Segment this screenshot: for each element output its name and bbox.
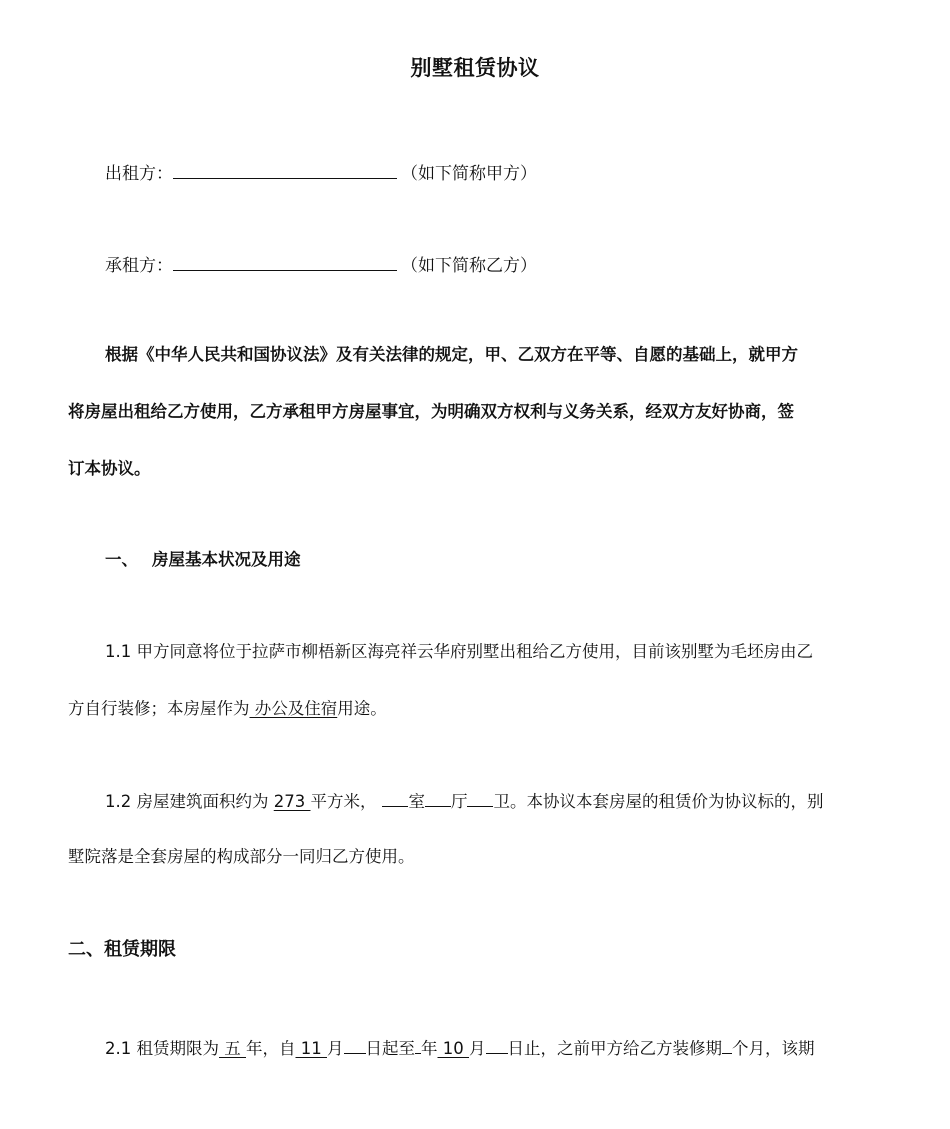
section1-number: 一、 bbox=[105, 550, 138, 569]
hall-label: 厅 bbox=[450, 792, 468, 811]
preamble-line-3: 订本协议。 bbox=[68, 459, 151, 478]
clause-1-2-end: 。本协议本套房屋的租赁价为协议标的，别 bbox=[509, 792, 824, 811]
clause-1-2-line-2: 墅院落是全套房屋的构成部分一同归乙方使用。 bbox=[68, 847, 415, 866]
lessee-blank bbox=[173, 252, 397, 271]
area-value: 273 bbox=[273, 792, 311, 811]
document-title: 别墅租赁协议 bbox=[410, 56, 540, 80]
clause-1-1-line-1: 1.1 甲方同意将位于拉萨市柳梧新区海亮祥云华府别墅出租给乙方使用，目前该别墅为毛坯房由乙 bbox=[105, 642, 813, 661]
section2-heading: 二、租赁期限 bbox=[68, 939, 176, 960]
clause-2-1-text: 2.1 租赁期限为 bbox=[105, 1039, 219, 1058]
room-label: 室 bbox=[408, 792, 425, 811]
bath-label: 卫 bbox=[493, 792, 510, 811]
renovation-end: 个月，该期 bbox=[732, 1039, 815, 1058]
clause-2-1-line-1 bbox=[105, 1035, 815, 1061]
end-year-label: 年 bbox=[421, 1039, 438, 1058]
lessor-blank bbox=[173, 160, 397, 179]
clause-1-1-line-2 bbox=[68, 697, 387, 721]
lease-to-label: 日起至 bbox=[365, 1039, 415, 1058]
lessee-suffix: （如下简称乙方） bbox=[401, 256, 537, 276]
lessee-line bbox=[105, 252, 537, 278]
lessor-suffix: （如下简称甲方） bbox=[401, 164, 537, 184]
section1-title: 房屋基本状况及用途 bbox=[152, 550, 301, 569]
start-month-value: 11 bbox=[295, 1039, 327, 1058]
lease-years-value: 五 bbox=[219, 1039, 246, 1058]
start-day-blank bbox=[344, 1035, 366, 1054]
end-month-label: 月 bbox=[469, 1039, 486, 1058]
lessor-label: 出租方： bbox=[105, 164, 173, 184]
end-month-value: 10 bbox=[437, 1039, 469, 1058]
section1-heading bbox=[105, 548, 301, 572]
preamble-line-1: 根据《中华人民共和国协议法》及有关法律的规定，甲、乙双方在平等、自愿的基础上，就甲方 bbox=[105, 345, 798, 364]
start-month-label: 月 bbox=[327, 1039, 344, 1058]
renovation-text: 日止，之前甲方给乙方装修期 bbox=[507, 1039, 722, 1058]
clause-1-1-end: 用途。 bbox=[337, 699, 387, 718]
clause-1-1-text: 方自行装修；本房屋作为 bbox=[68, 699, 250, 718]
room-blank bbox=[382, 788, 408, 807]
area-unit: 平方米， bbox=[310, 792, 377, 811]
end-day-blank bbox=[486, 1035, 508, 1054]
preamble-line-2: 将房屋出租给乙方使用，乙方承租甲方房屋事宜，为明确双方权利与义务关系，经双方友好协商，签 bbox=[68, 402, 794, 421]
bath-blank bbox=[467, 788, 493, 807]
hall-blank bbox=[425, 788, 451, 807]
lessee-label: 承租方： bbox=[105, 256, 173, 276]
clause-1-2-line-1 bbox=[105, 788, 823, 814]
clause-1-2-text: 1.2 房屋建筑面积约为 bbox=[105, 792, 274, 811]
lessor-line bbox=[105, 160, 537, 186]
usage-value: 办公及住宿 bbox=[249, 699, 338, 718]
renovation-months-blank bbox=[722, 1035, 732, 1054]
lease-from-label: 年，自 bbox=[246, 1039, 296, 1058]
